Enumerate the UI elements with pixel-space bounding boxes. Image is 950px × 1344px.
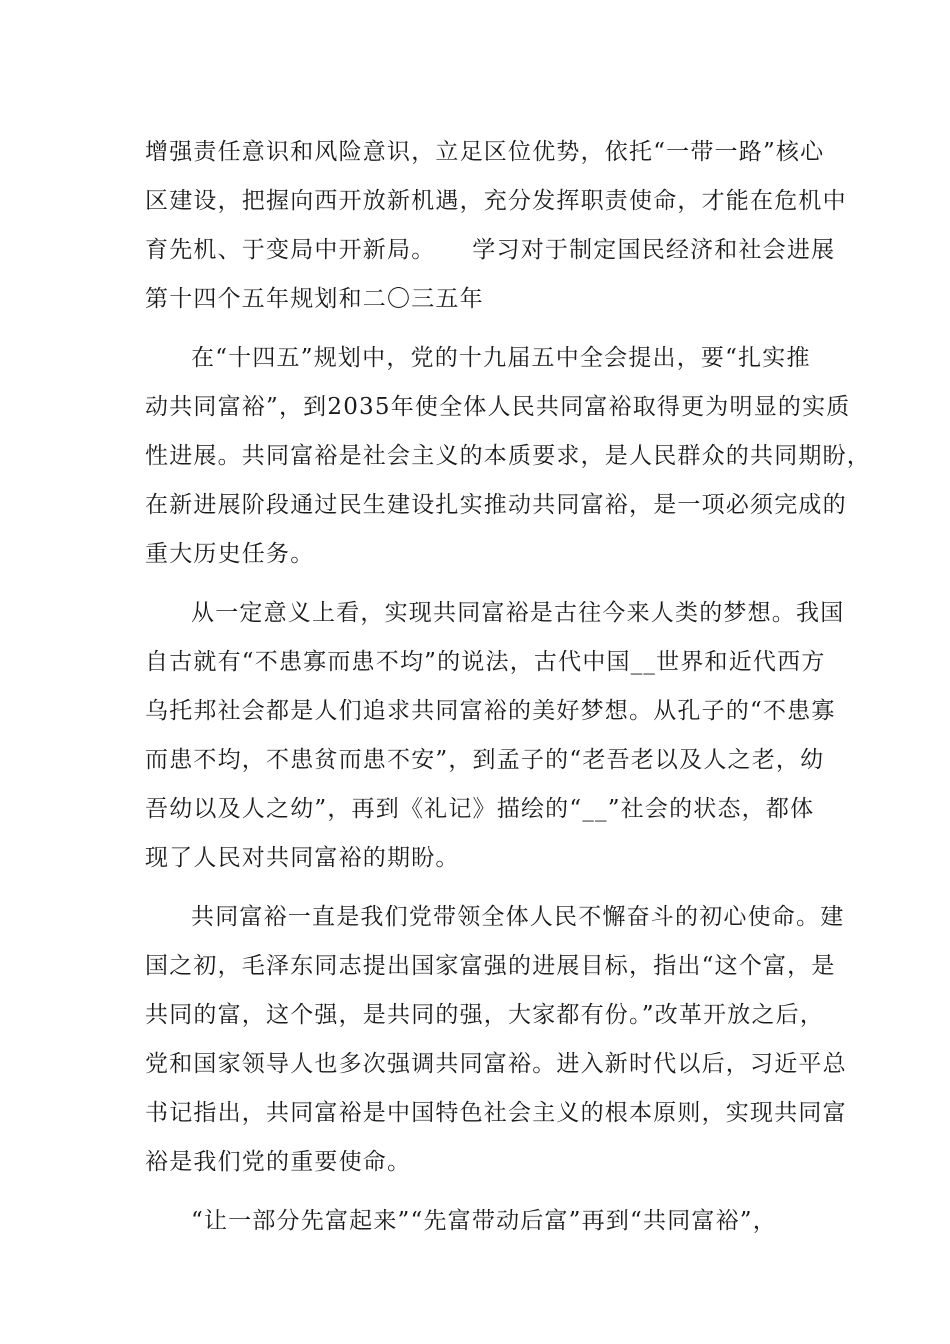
text-line: 国之初，毛泽东同志提出国家富强的进展目标，指出“这个富，是	[145, 953, 836, 979]
text-line: 吾幼以及人之幼”，再到《礼记》描绘的“__”社会的状态，都体	[145, 796, 815, 822]
text-line: 动共同富裕”，到2035年使全体人民共同富裕取得更为明显的实质	[145, 394, 851, 420]
text-line: 性进展。共同富裕是社会主义的本质要求，是人民群众的共同期盼，	[145, 443, 871, 469]
text-line: 共同富裕一直是我们党带领全体人民不懈奋斗的初心使命。建	[191, 904, 845, 930]
paragraph	[145, 1197, 815, 1246]
text-line: 从一定意义上看，实现共同富裕是古往今来人类的梦想。我国	[191, 600, 845, 626]
text-line: 育先机、于变局中开新局。 学习对于制定国民经济和社会进展	[145, 237, 836, 263]
text-line: 党和国家领导人也多次强调共同富裕。进入新时代以后，习近平总	[145, 1051, 847, 1077]
text-line: 自古就有“不患寡而患不均”的说法，古代中国__世界和近代西方	[145, 649, 826, 675]
paragraph-gap	[145, 1187, 815, 1197]
text-line: 现了人民对共同富裕的期盼。	[145, 845, 460, 871]
document-body	[145, 128, 871, 1246]
paragraph-gap	[145, 883, 815, 893]
text-line: 乌托邦社会都是人们追求共同富裕的美好梦想。从孔子的“不患寡	[145, 698, 836, 724]
text-line: 区建设，把握向西开放新机遇，充分发挥职责使命，才能在危机中	[145, 188, 847, 214]
paragraph	[145, 128, 847, 324]
text-line: 在新进展阶段通过民生建设扎实推动共同富裕，是一项必须完成的	[145, 492, 847, 518]
paragraph	[145, 893, 847, 1187]
paragraph	[145, 589, 845, 883]
paragraph-gap	[145, 324, 815, 334]
text-line: 增强责任意识和风险意识，立足区位优势，依托“一带一路”核心	[145, 139, 825, 165]
paragraph	[145, 334, 871, 579]
text-line: 裕是我们党的重要使命。	[145, 1149, 412, 1175]
paragraph-gap	[145, 579, 815, 589]
text-line: 书记指出，共同富裕是中国特色社会主义的根本原则，实现共同富	[145, 1100, 847, 1126]
text-line: 第十四个五年规划和二〇三五年	[145, 286, 484, 312]
text-line: 重大历史任务。	[145, 541, 315, 567]
text-line: 共同的富，这个强，是共同的强，大家都有份。”改革开放之后，	[145, 1002, 825, 1028]
text-line: 而患不均，不患贫而患不安”，到孟子的“老吾老以及人之老，幼	[145, 747, 825, 773]
text-line: 在“十四五”规划中，党的十九届五中全会提出，要“扎实推	[191, 345, 811, 371]
text-line: “让一部分先富起来”“先富带动后富”再到“共同富裕”，	[191, 1208, 777, 1234]
